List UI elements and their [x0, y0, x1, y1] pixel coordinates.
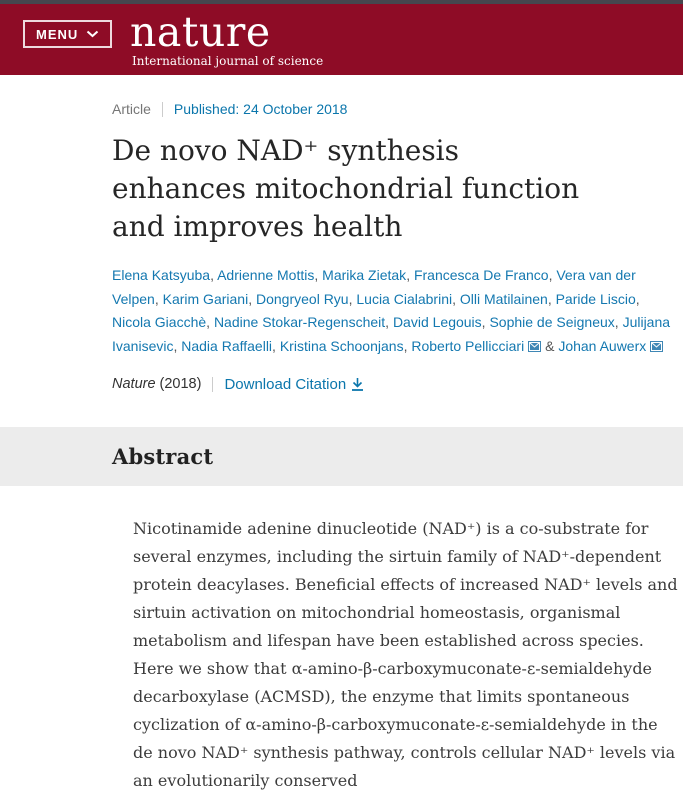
journal-year: (2018)	[159, 376, 202, 392]
author-item	[112, 267, 217, 283]
author-separator: ,	[452, 290, 460, 307]
author-item	[280, 338, 412, 354]
author-item	[414, 267, 556, 283]
author-item	[256, 291, 356, 307]
author-link[interactable]: Marika Zietak	[322, 267, 407, 283]
abstract-text: Nicotinamide adenine dinucleotide (NAD⁺) is a co-substrate for several enzymes, including the sirtuin family of NAD⁺-dependent protein deacylases. Beneficial effects of increased NAD⁺ levels and sirtuin activation on mitochondrial homeostasis, organismal metabolism and lifespan have been established across species. Here we show that α-amino-β-carboxymuconate-ε-semialdehyde decarboxylase (ACMSD), the enzyme that limits spontaneous cyclization of α-amino-β-carboxymuconate-ε-semialdehyde in the de novo NAD⁺ synthesis pathway, controls cellular NAD⁺ levels via an evolutionarily conserved	[133, 519, 678, 790]
article-page	[0, 101, 683, 795]
journal-name: Nature	[112, 376, 156, 392]
author-item	[163, 291, 256, 307]
author-link[interactable]: Adrienne Mottis	[217, 267, 315, 283]
author-separator: ,	[481, 314, 490, 330]
menu-button[interactable]	[23, 20, 112, 48]
author-item	[217, 267, 322, 283]
author-link[interactable]: Elena Katsyuba	[112, 267, 211, 283]
abstract-section-header	[0, 427, 683, 486]
author-link[interactable]: Francesca De Franco	[413, 267, 549, 283]
download-citation-link[interactable]	[224, 376, 364, 393]
author-separator: ,	[206, 314, 214, 330]
author-separator: ,	[548, 267, 557, 283]
email-icon[interactable]	[650, 341, 663, 352]
author-item	[393, 314, 490, 330]
author-separator: ,	[547, 290, 556, 307]
author-link[interactable]: Johan Auwerx	[558, 337, 647, 354]
chevron-down-icon	[86, 30, 99, 38]
author-separator: ,	[614, 314, 623, 330]
abstract-heading: Abstract	[112, 444, 214, 469]
download-icon	[351, 377, 364, 392]
author-separator: ,	[348, 290, 357, 307]
meta-divider	[162, 102, 163, 117]
author-link[interactable]: Karim Gariani	[162, 290, 249, 307]
author-item	[558, 338, 663, 354]
author-link[interactable]: David Legouis	[392, 314, 482, 330]
site-tagline: International journal of science	[132, 54, 324, 68]
author-item	[112, 314, 214, 330]
author-item	[489, 314, 622, 330]
author-separator: ,	[403, 337, 412, 354]
article-meta-row	[112, 101, 683, 117]
author-item	[214, 314, 393, 330]
citation-row	[112, 374, 683, 394]
menu-button-label: MENU	[36, 26, 79, 42]
author-item	[556, 291, 640, 307]
author-link[interactable]: Lucia Cialabrini	[356, 290, 453, 307]
nature-logo[interactable]	[130, 8, 324, 68]
email-icon[interactable]	[528, 341, 541, 352]
author-separator: ,	[154, 290, 163, 307]
author-separator: &	[541, 337, 559, 354]
site-header	[0, 4, 683, 75]
author-link[interactable]: Nadine Stokar-Regenscheit	[213, 314, 386, 330]
author-link[interactable]: Olli Matilainen	[459, 290, 548, 307]
nature-logo-wordmark: nature	[130, 8, 271, 56]
author-item	[460, 291, 556, 307]
published-date: Published: 24 October 2018	[173, 101, 348, 117]
author-separator: ,	[210, 267, 218, 283]
author-link[interactable]: Sophie de Seigneux	[489, 314, 615, 330]
author-link[interactable]: Nadia Raffaelli	[181, 337, 273, 354]
citation-divider	[212, 377, 213, 392]
author-link[interactable]: Paride Liscio	[555, 290, 636, 307]
author-item	[356, 291, 460, 307]
abstract-body	[133, 515, 681, 795]
author-separator: ,	[248, 290, 256, 307]
author-link[interactable]: Vera van der Velpen	[112, 267, 636, 307]
article-title: De novo NAD⁺ synthesis enhances mitochondrial function and improves health	[112, 134, 580, 243]
author-item	[181, 338, 280, 354]
author-link[interactable]: Dongryeol Ryu	[255, 290, 349, 307]
author-link[interactable]: Kristina Schoonjans	[279, 337, 404, 354]
author-separator: ,	[406, 267, 414, 283]
author-separator: ,	[173, 337, 182, 354]
author-separator: ,	[635, 290, 640, 307]
download-citation-label: Download Citation	[224, 375, 347, 393]
author-item	[322, 267, 414, 283]
author-link[interactable]: Nicola Giacchè	[112, 314, 207, 330]
author-separator: ,	[314, 267, 323, 283]
author-list	[112, 264, 678, 358]
article-type-label: Article	[112, 101, 151, 117]
author-separator: ,	[385, 314, 393, 330]
author-link[interactable]: Roberto Pellicciari	[411, 337, 525, 354]
author-separator: ,	[272, 337, 280, 354]
author-link[interactable]: Julijana Ivanisevic	[112, 314, 671, 354]
author-item	[411, 338, 558, 354]
